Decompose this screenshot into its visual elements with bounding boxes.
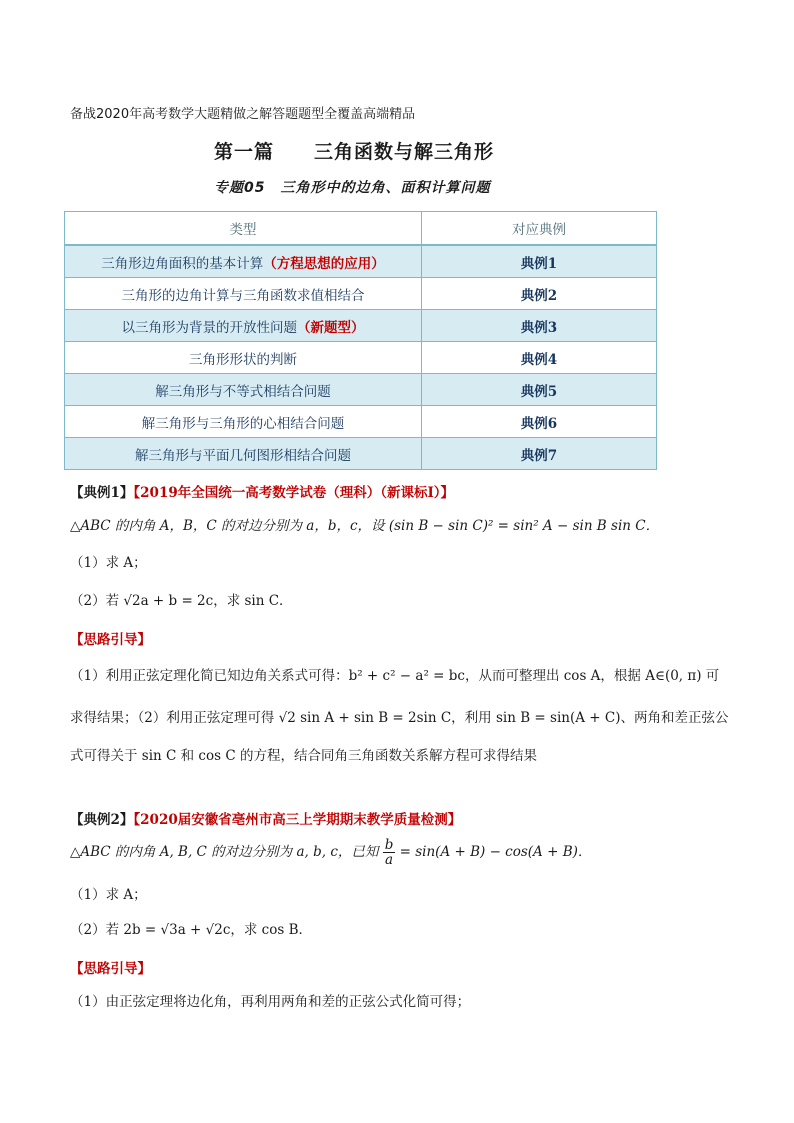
table-header-row (65, 212, 657, 246)
example1-label: 【典例1】 (70, 485, 134, 501)
series-header: 备战2020年高考数学大题精做之解答题题型全覆盖高端精品 (70, 107, 416, 122)
table-row (65, 310, 657, 342)
table-row (65, 278, 657, 310)
topic-heading: 专题05 三角形中的边角、面积计算问题 (214, 180, 491, 196)
example1-guide-label: 【思路引导】 (70, 632, 151, 648)
header-example: 对应典例 (422, 212, 657, 246)
type-cell: 三角形形状的判断 (65, 342, 422, 374)
example2-q1: （1）求 A； (70, 887, 147, 903)
header-type: 类型 (65, 212, 422, 246)
example2-stem-a: △ABC 的内角 A, B, C 的对边分别为 a, b, c，已知 (70, 844, 379, 860)
example2-stem (70, 838, 730, 867)
type-table (64, 211, 657, 470)
example1-guide-line2: 求得结果；（2）利用正弦定理可得 √2 sin A + sin B = 2sin C，利用 sin B = sin(A + C)、两角和差正弦公 (70, 710, 729, 726)
type-cell: 解三角形与不等式相结合问题 (65, 374, 422, 406)
example2-guide-label: 【思路引导】 (70, 961, 151, 977)
example2-guide-line1: （1）由正弦定理将边化角，再利用两角和差的正弦公式化简可得； (70, 994, 471, 1010)
example1-guide-line3: 式可得关于 sin C 和 cos C 的方程，结合同角三角函数关系解方程可求得结果 (70, 748, 537, 764)
example-cell: 典例1 (422, 245, 657, 278)
example2-source: 【2020届安徽省亳州市高三上学期期末教学质量检测】 (133, 812, 462, 828)
example1-stem: △ABC 的内角 A，B，C 的对边分别为 a，b，c，设 (sin B − sin C)² = sin² A − sin B sin C． (70, 518, 660, 534)
table-row (65, 342, 657, 374)
example1-q1: （1）求 A； (70, 555, 147, 571)
chapter-heading (214, 137, 494, 164)
chapter-part: 第一篇 (214, 141, 275, 163)
table-row (65, 374, 657, 406)
example1-title (70, 481, 454, 501)
type-cell: 以三角形为背景的开放性问题（新题型） (65, 310, 422, 342)
example-cell: 典例6 (422, 406, 657, 438)
table-row (65, 438, 657, 470)
example-cell: 典例7 (422, 438, 657, 470)
example1-q2: （2）若 √2a + b = 2c，求 sin C． (70, 593, 293, 609)
example1-guide-line1: （1）利用正弦定理化简已知边角关系式可得：b² + c² − a² = bc，从而可整理出 cos A，根据 A∈(0, π) 可 (70, 668, 720, 684)
table-row (65, 406, 657, 438)
example2-stem-b: = sin(A + B) − cos(A + B)． (399, 844, 592, 860)
example1-source: 【2019年全国统一高考数学试卷（理科）（新课标Ⅰ）】 (133, 485, 455, 501)
type-cell: 解三角形与三角形的心相结合问题 (65, 406, 422, 438)
example2-label: 【典例2】 (70, 812, 134, 828)
example-cell: 典例5 (422, 374, 657, 406)
type-cell: 解三角形与平面几何图形相结合问题 (65, 438, 422, 470)
example2-fraction (383, 838, 396, 867)
example2-title (70, 808, 461, 828)
example-cell: 典例2 (422, 278, 657, 310)
fraction-numerator: b (384, 837, 394, 853)
type-cell: 三角形边角面积的基本计算（方程思想的应用） (65, 245, 422, 278)
fraction-denominator: a (384, 852, 394, 868)
table-row (65, 245, 657, 278)
example-cell: 典例3 (422, 310, 657, 342)
example-cell: 典例4 (422, 342, 657, 374)
example2-q2: （2）若 2b = √3a + √2c，求 cos B． (70, 922, 313, 938)
chapter-title: 三角函数与解三角形 (314, 141, 495, 163)
type-cell: 三角形的边角计算与三角函数求值相结合 (65, 278, 422, 310)
